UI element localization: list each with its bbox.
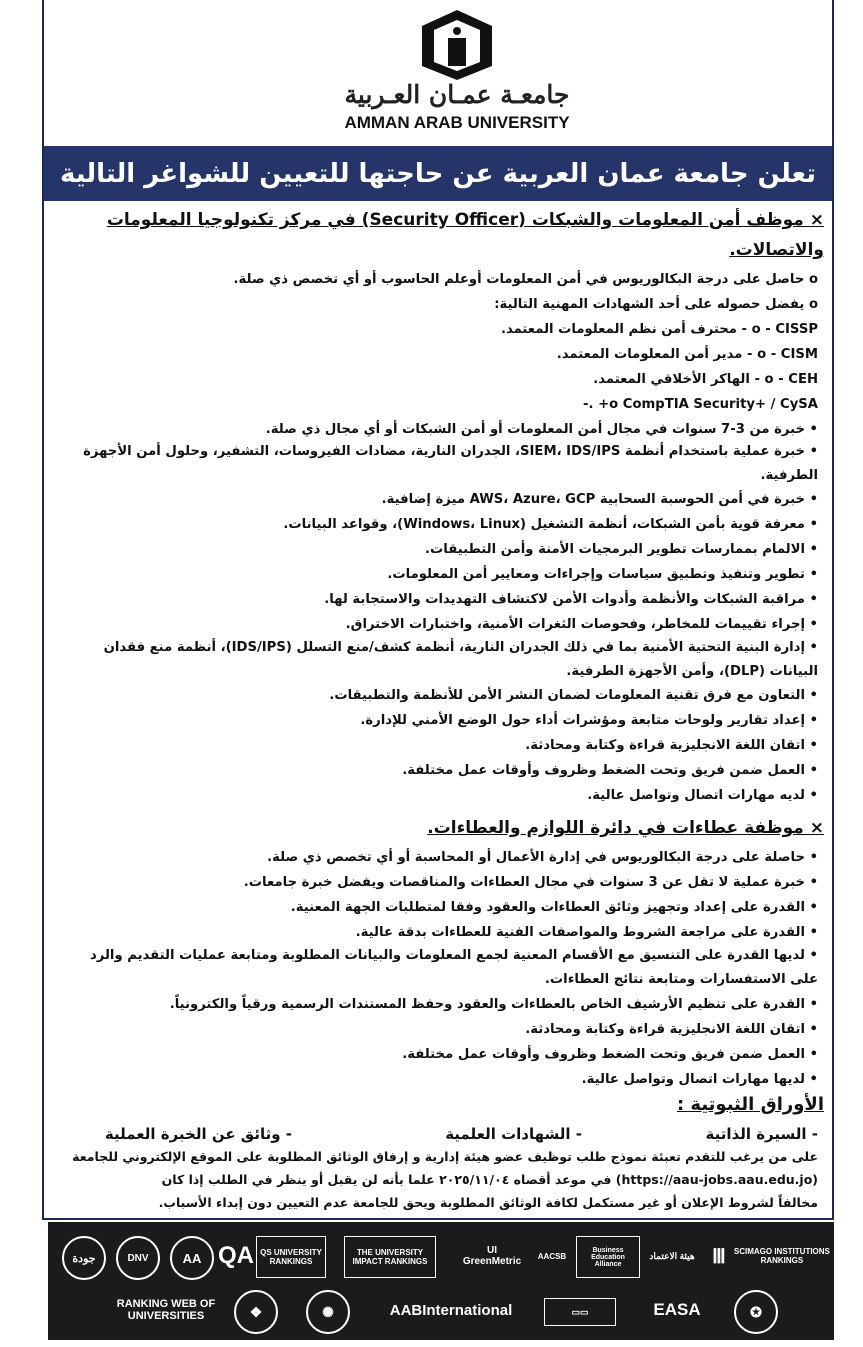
accreditation-seal-icon: ✪ (734, 1290, 778, 1334)
list-item: • مراقبة الشبكات والأنظمة وأدوات الأمن لاكتشاف التهديدات والاستجابة لها. (324, 592, 818, 607)
document-item: - وثائق عن الخبرة العملية (104, 1125, 292, 1143)
emblem-seal-icon: ✺ (306, 1290, 350, 1334)
job2-title: × موظفة عطاءات في دائرة اللوازم والعطاءات. (427, 818, 824, 838)
list-item: • تطوير وتنفيذ وتطبيق سياسات وإجراءات ومعايير أمن المعلومات. (387, 567, 818, 582)
documents-title: الأوراق الثبوتية : (676, 1094, 824, 1115)
list-item: • لديه مهارات اتصال وتواصل عالية. (587, 788, 818, 803)
list-item: • إدارة البنية التحتية الأمنية بما في ذلك الجدران النارية، أنظمة كشف/منع التسلل (IDS/IPS)، أنظمة منع فقدان البيانات (DLP)، وأمن الأجهزة الطرفية. (103, 640, 818, 679)
list-item: • القدرة على مراجعة الشروط والمواصفات الفنية للعطاءات بدقة عالية. (355, 925, 818, 940)
list-item: • خبرة في أمن الحوسبة السحابية AWS، Azure، GCP ميزة إضافية. (381, 492, 818, 507)
list-item: • خبرة عملية باستخدام أنظمة SIEM، IDS/IPS، الجدران النارية، مضادات الفيروسات، التشفير، وحلول أمن الأجهزة الطرفية. (83, 444, 818, 483)
aa-logo-icon: AA (170, 1236, 214, 1280)
document-item: - الشهادات العلمية (445, 1125, 582, 1143)
closing-line-2: (https://aau-jobs.aau.edu.jo) في موعد أقصاه ٢٠٢٥/١١/٠٤ علما بأنه لن يقبل أو ينظر في الطلب إذا كان (161, 1172, 818, 1187)
university-logo-icon (416, 8, 498, 80)
dnv-logo-icon: DNV (116, 1236, 160, 1280)
job1-title-line1: × موظف أمن المعلومات والشبكات (Security Officer) في مركز تكنولوجيا المعلومات (106, 210, 824, 230)
list-item: o - CISM - مدير أمن المعلومات المعتمد. (556, 347, 818, 362)
aab-international-logo-icon: AABInternational (389, 1301, 513, 1319)
announcement-banner (44, 146, 832, 201)
list-item: o - CEH - الهاكر الأخلاقي المعتمد. (593, 372, 818, 387)
job1-title-line2: والاتصالات. (729, 240, 824, 260)
list-item: o - CISSP - محترف أمن نظم المعلومات المعتمد. (500, 322, 818, 337)
list-item: • اتقان اللغة الانجليزية قراءة وكتابة ومحادثة. (525, 738, 818, 753)
list-item: • العمل ضمن فريق وتحت الضغط وظروف وأوقات عمل مختلفة. (402, 763, 818, 778)
list-item: • القدرة على تنظيم الأرشيف الخاص بالعطاءات والعقود وحفظ المستندات الرسمية ورقياً والكترونياً. (169, 997, 818, 1012)
list-item: • القدرة على إعداد وتجهيز وثائق العطاءات والعقود وفقا لمتطلبات الجهة المعنية. (290, 900, 818, 915)
list-item: • الالمام بممارسات تطوير البرمجيات الأمنة وأمن التطبيقات. (424, 542, 818, 557)
closing-line-3: مخالفاً لشروط الإعلان أو غير مستكمل لكافة الوثائق المطلوبة ويحق للجامعة عدم التعيين دون إبداء الأسباب. (158, 1195, 818, 1210)
list-item: o يفضل حصوله على أحد الشهادات المهنية التالية: (494, 297, 818, 312)
scimago-logo-icon: Ⅲ SCIMAGO INSTITUTIONS RANKINGS (712, 1245, 830, 1268)
list-item: • إجراء تقييمات للمخاطر، وفحوصات الثغرات الأمنية، واختبارات الاختراق. (345, 617, 818, 632)
document-item: - السيرة الذاتية (705, 1125, 818, 1143)
scimago-logo-text: SCIMAGO INSTITUTIONS RANKINGS (733, 1247, 830, 1265)
webometrics-logo-icon: RANKING WEB OF UNIVERSITIES (116, 1298, 216, 1322)
list-item: • خبرة عملية لا تقل عن 3 سنوات في مجال العطاءات والمناقصات ويفضل خبرة جامعات. (243, 875, 818, 890)
aacsb-logo-icon: AACSB (537, 1251, 567, 1261)
list-item: o حاصل على درجة البكالوريوس في أمن المعلومات أوعلم الحاسوب أو أي تخصص ذي صلة. (233, 272, 818, 287)
closing-line-1: على من يرغب للتقدم تعبئة نموذج طلب توظيف عضو هيئة إدارية و إرفاق الوثائق المطلوبة على الموقع الإلكتروني للجامعة (72, 1149, 818, 1164)
list-item: • لديها مهارات اتصال وتواصل عالية. (581, 1072, 818, 1087)
list-item: o CompTIA Security+ / CySA+ .- (583, 397, 818, 412)
accreditation-commission-logo-icon: هيئة الاعتماد (649, 1250, 695, 1261)
qs-rankings-logo-icon: QS UNIVERSITY RANKINGS (256, 1236, 326, 1278)
university-name-ar: جامعـة عمـان العـربية (344, 80, 570, 109)
announcement-frame (42, 0, 834, 1220)
the-impact-rankings-logo-icon: THE UNIVERSITY IMPACT RANKINGS (344, 1236, 436, 1278)
list-item: • إعداد تقارير ولوحات متابعة ومؤشرات أداء حول الوضع الأمني للإدارة. (360, 713, 818, 728)
list-item: • اتقان اللغة الانجليزية قراءة وكتابة ومحادثة. (525, 1022, 818, 1037)
list-item: • خبرة من 3-7 سنوات في مجال أمن المعلومات أو أمن الشبكات أو أي مجال ذي صلة. (265, 422, 818, 437)
list-item: • التعاون مع فرق تقنية المعلومات لضمان النشر الأمن للأنظمة والتطبيقات. (329, 688, 818, 703)
university-name-en: AMMAN ARAB UNIVERSITY (344, 113, 570, 132)
qa-logo-icon: QA (218, 1242, 254, 1269)
emblem-seal-icon: ❖ (234, 1290, 278, 1334)
accreditation-logos-bar (48, 1222, 834, 1340)
partner-logo-icon: ▭▭ (544, 1298, 616, 1326)
ui-greenmetric-logo-icon: UI GreenMetric (462, 1245, 522, 1267)
list-item: • حاصلة على درجة البكالوريوس في إدارة الأعمال أو المحاسبة أو أي تخصص ذي صلة. (267, 850, 818, 865)
list-item: • معرفة قوية بأمن الشبكات، أنظمة التشغيل (Windows، Linux)، وقواعد البيانات. (283, 517, 818, 532)
list-item: • لديها القدرة على التنسيق مع الأقسام المعنية لجمع المعلومات والبيانات المطلوبة ومتابعة عمليات التقديم والرد على الاستفسارات ومتابعة نتائج العطاءات. (90, 948, 818, 987)
easa-logo-icon: EASA (653, 1300, 701, 1319)
list-item: • العمل ضمن فريق وتحت الضغط وظروف وأوقات عمل مختلفة. (402, 1047, 818, 1062)
business-education-alliance-logo-icon: Business Education Alliance (576, 1236, 640, 1278)
quality-seal-icon: جودة (62, 1236, 106, 1280)
banner-title: تعلن جامعة عمان العربية عن حاجتها للتعيين للشواغر التالية (59, 158, 817, 189)
